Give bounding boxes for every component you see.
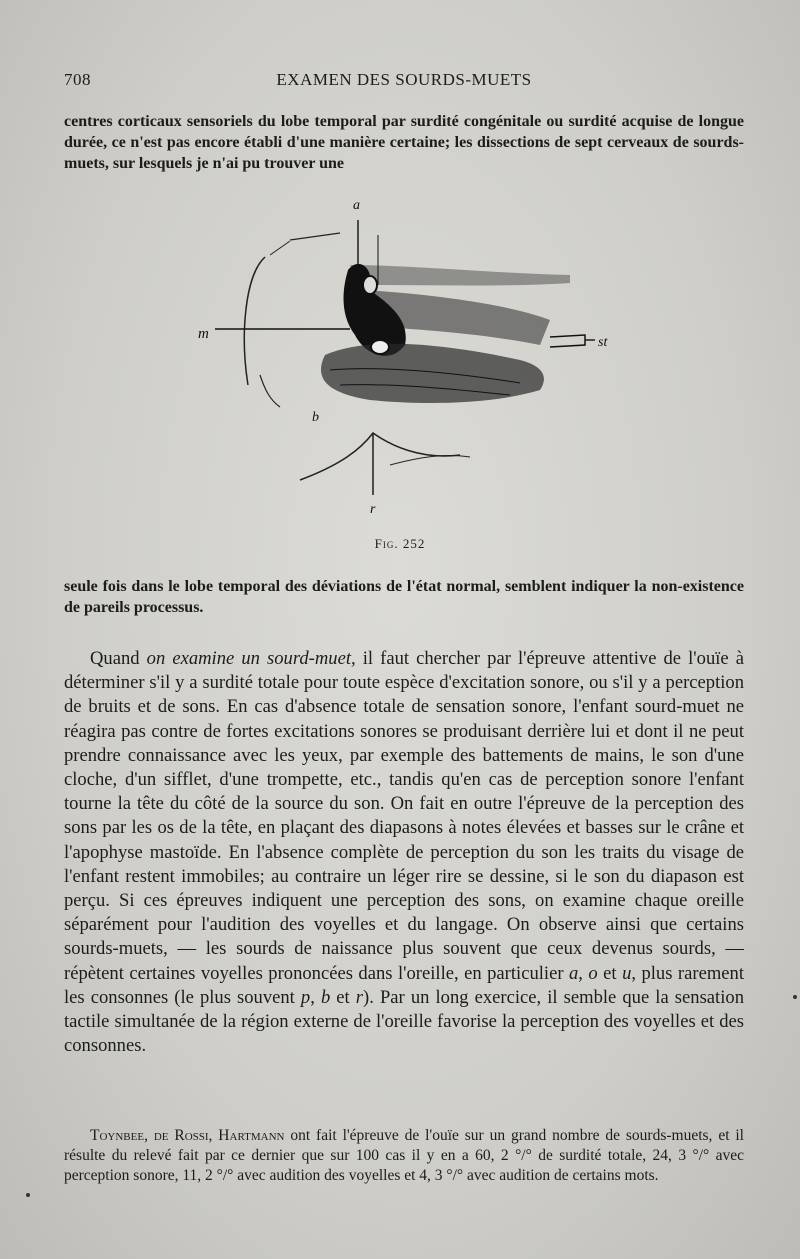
figure-label-r: r [370,502,376,517]
main-mid: , plus rarement les consonnes (le plus souvent [64,962,745,1008]
footnote-paragraph [64,1126,744,1186]
page-number: 708 [64,70,91,89]
figure-brain-section [190,195,630,525]
main-lead: Quand [90,648,147,669]
sep-2: et [597,962,623,984]
main-lead-italic: on examine un sourd-muet, [146,648,356,669]
figure-label-a: a [353,198,360,213]
sep-4: et [330,986,356,1008]
main-tail: ). Par un long exercice, il semble que la sensation tactile simultanée de la région externe de l'oreille favorise la perception des voyelles et des consonnes. [64,986,744,1057]
margin-speck [26,1193,30,1197]
figure-caption-text: Fig. 252 [374,536,426,551]
footnote-text: ont fait l'épreuve de l'ouïe sur un grand nombre de sourds-muets, et il résulte du relevé fait par ce dernier que sur 100 cas il y en a 60, 2 °/° de surdité totale, 24, 3 °/° avec perception sonore, 11, 2 °/° avec audition des voyelles et 4, 3 °/° avec audition de certains mots. [64,1127,744,1184]
main-paragraph [64,647,744,1058]
consonant-b: b [320,986,331,1008]
vowel-o: o [588,962,598,984]
figure-label-st: st [598,335,608,350]
main-body: il faut chercher par l'épreuve attentive de l'ouïe à déterminer s'il y a surdité totale pour toute espèce d'excitation sonore, ou s'il y a perception de bruits et de sons. En cas d'absence totale de sensation sonore, l'enfant sourd-muet ne réagira pas contre de fortes excitations sonores se produisant derrière lui et dont il ne peut prendre connaissance avec les yeux, par exemple des battements de mains, le son d'une cloche, d'un sifflet, d'une trompette, etc., tandis qu'en cas de perception sonore l'enfant tourne la tête du côté de la source du son. On fait en outre l'épreuve de la perception des sons par les os de la tête, en plaçant des diapasons à notes élevées et basses sur le crâne et l'apophyse mastoïde. En l'absence complète de perception du son les traits du visage de l'enfant restent immobiles; au contraire un léger rire se dessine, si le son du diapason est perçu. Si ces épreuves indiquent une perception des sons, on examine chaque oreille séparément pour l'audition des voyelles et du langage. On observe ainsi que certains sourds-muets, — les sourds de naissance plus souvent que ceux devenus sourds, — répètent certaines voyelles prononcées dans l'oreille, en particulier [64,648,744,984]
cited-authors: Toynbee, de Rossi, Hartmann [90,1127,285,1144]
vowel-a: a [568,962,579,984]
figure-label-m: m [198,326,209,342]
paragraph-continued: seule fois dans le lobe temporal des déviations de l'état normal, semblent indiquer la non-existence de pareils processus. [64,578,744,616]
sep-3: , [310,986,321,1008]
sep-1: , [578,962,589,984]
margin-speck [793,995,797,999]
running-title: EXAMEN DES SOURDS-MUETS [276,70,532,89]
consonant-p: p [300,986,311,1008]
figure-caption [0,536,800,552]
consonant-r: r [355,986,364,1008]
vowel-u: u [622,962,632,984]
brain-section-illustration [190,195,630,525]
figure-label-b: b [312,410,319,425]
paragraph-top: centres corticaux sensoriels du lobe temporal par surdité congénitale ou surdité acquise de longue durée, ce n'est pas encore établi d'une manière certaine; les dissections de sept cerveaux de sourds-muets, sur lesquels je n'ai pu trouver une [64,113,744,172]
